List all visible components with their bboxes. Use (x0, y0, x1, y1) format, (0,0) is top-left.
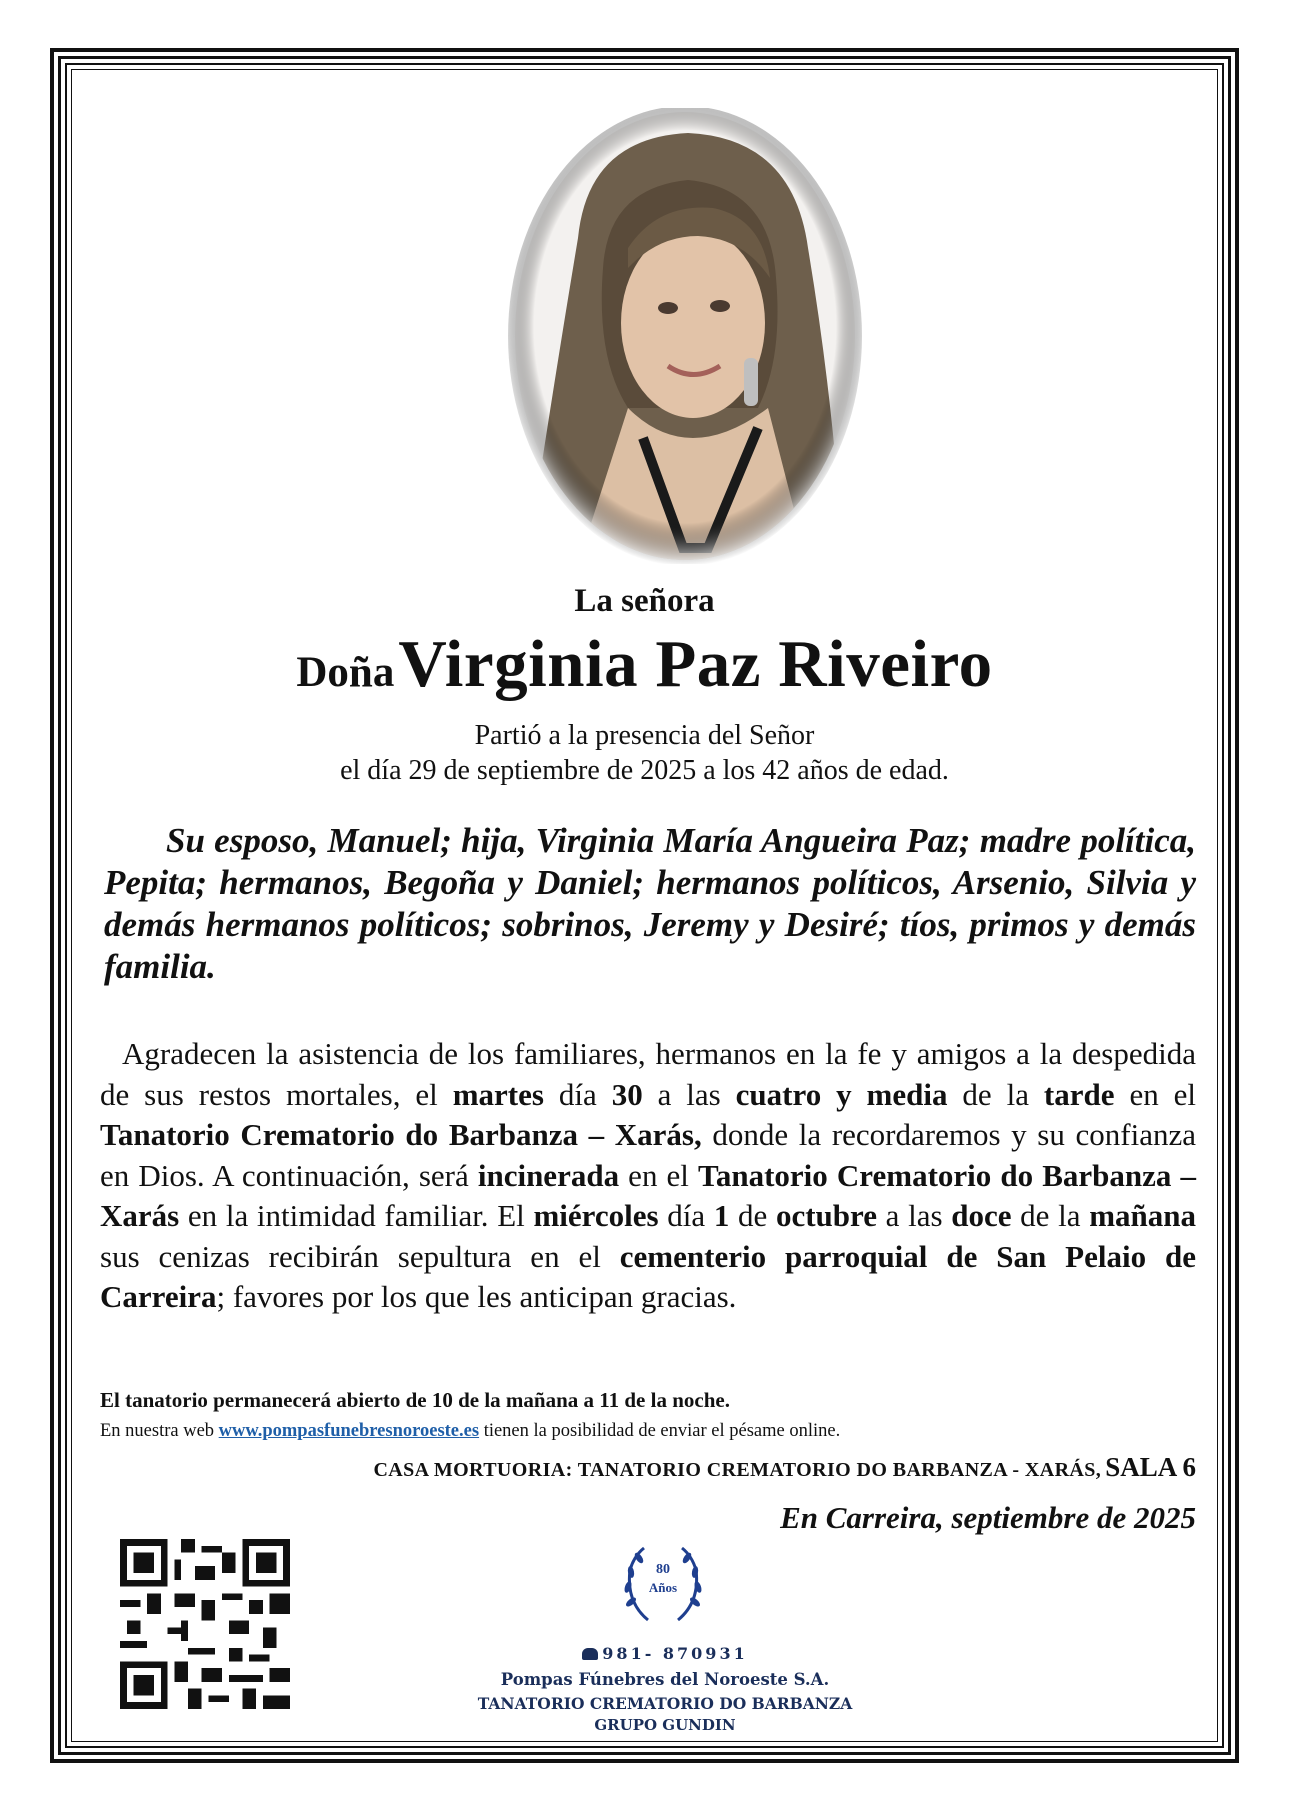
departed-line-1: Partió a la presencia del Señor (474, 720, 815, 751)
phone-line (400, 1644, 930, 1663)
funeral-home-line (100, 1452, 1196, 1483)
portrait-photo (508, 108, 862, 564)
opening-hours: El tanatorio permanecerá abierto de 10 de la mañana a 11 de la noche. (100, 1388, 730, 1412)
tanatorio-name: TANATORIO CREMATORIO DO BARBANZA (477, 1694, 853, 1713)
web-notice: En nuestra web www.pompasfunebresnoroeste.es tienen la posibilidad de enviar el pésame online. (100, 1421, 841, 1441)
intro-text: La señora (574, 583, 715, 619)
phone-icon (582, 1648, 598, 1660)
departed-line-2: el día 29 de septiembre de 2025 a los 42 años de edad. (340, 755, 949, 786)
deceased-name-line (90, 626, 1199, 703)
website-link[interactable]: www.pompasfunebresnoroeste.es (218, 1421, 480, 1441)
place-date: En Carreira, septiembre de 2025 (780, 1500, 1196, 1535)
anniversary-label: Años (648, 1580, 678, 1595)
company-name: Pompas Fúnebres del Noroeste S.A. (500, 1670, 830, 1689)
anniversary-number: 80 (656, 1562, 670, 1577)
room-label: SALA 6 (1105, 1452, 1196, 1482)
funeral-home-label: CASA MORTUORIA: TANATORIO CREMATORIO DO BARBANZA - XARÁS, (373, 1459, 1102, 1481)
honorific: Doña (296, 649, 395, 696)
departed-text (90, 718, 1199, 788)
phone-number: 981- 870931 (602, 1644, 748, 1663)
family-list: Su esposo, Manuel; hija, Virginia María Angueira Paz; madre política, Pepita; hermanos, Begoña y Daniel; hermanos políticos, Arsenio, Silvia y demás hermanos políticos; sobrinos, Jeremy y Desiré; tíos, primos y demás familia. (104, 821, 1196, 986)
qr-code[interactable] (120, 1538, 290, 1710)
funeral-details: Agradecen la asistencia de los familiares, hermanos en la fe y amigos a la despedida de sus restos mortales, el martes día 30 a las cuatro y media de la tarde en el Tanatorio Crematorio do Barbanza – Xarás, donde la recordaremos y su confianza en Dios. A continuación, será incinerada en el Tanatorio Crematorio do Barbanza – Xarás en la intimidad familiar. El miércoles día 1 de octubre a las doce de la mañana sus cenizas recibirán sepultura en el cementerio parroquial de San Pelaio de Carreira; favores por los que les anticipan gracias. (100, 1036, 1197, 1314)
deceased-name: Virginia Paz Riveiro (398, 627, 993, 701)
group-name: GRUPO GUNDIN (594, 1716, 736, 1734)
